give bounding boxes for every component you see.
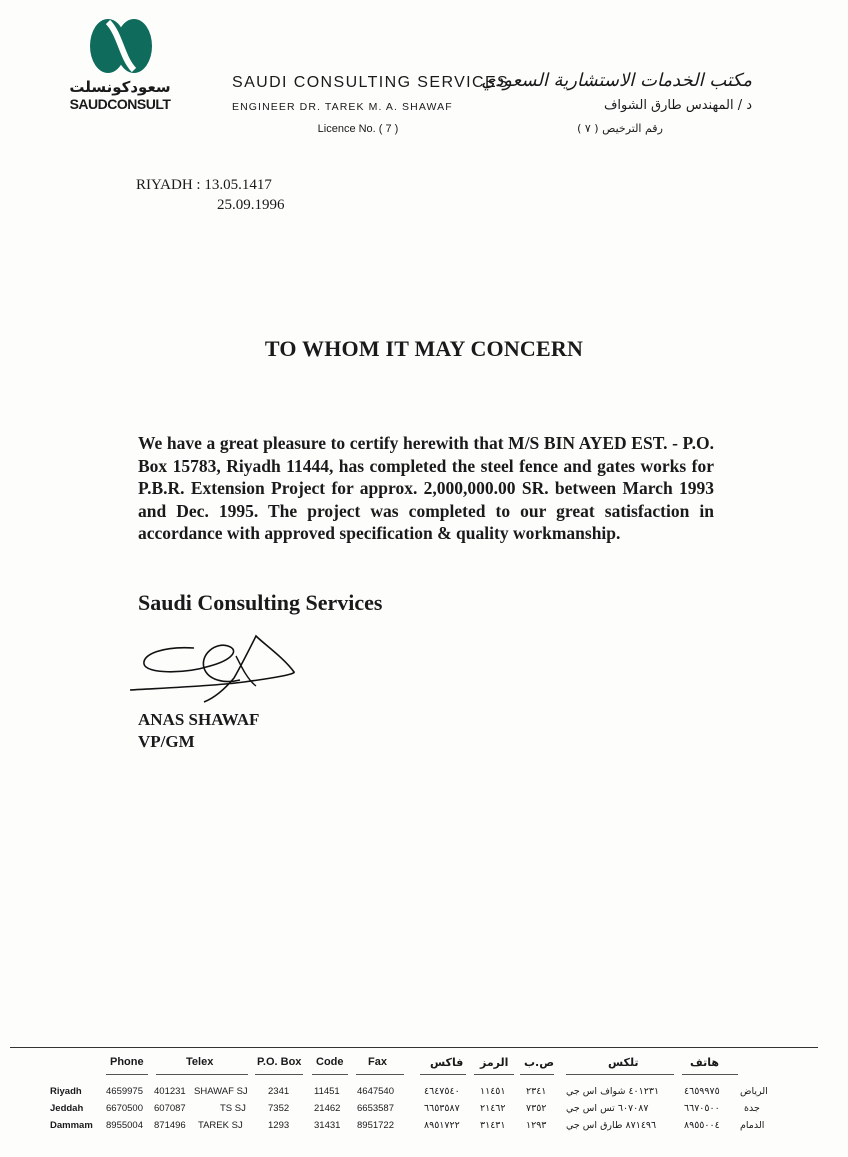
- footer-fax-ar: ٦٦٥٣٥٨٧: [424, 1103, 460, 1114]
- footer-header-telex: Telex: [186, 1056, 214, 1068]
- footer-underline: [520, 1074, 554, 1075]
- footer-header-code: Code: [316, 1056, 344, 1068]
- handwritten-signature: [124, 628, 304, 708]
- licence-number-en: Licence No. ( 7 ): [317, 123, 399, 135]
- footer-telex-name: TS SJ: [220, 1103, 246, 1114]
- footer-telex-name: TAREK SJ: [198, 1120, 243, 1131]
- footer-pobox-ar: ١٢٩٣: [526, 1120, 547, 1131]
- footer-phone: 8955004: [106, 1120, 143, 1131]
- saudconsult-logo-icon: [86, 16, 156, 76]
- logo-english-text: SAUDCONSULT: [69, 96, 171, 112]
- footer-code: 11451: [314, 1086, 340, 1097]
- footer-pobox: 2341: [268, 1086, 290, 1097]
- footer-pobox: 7352: [268, 1103, 290, 1114]
- date-gregorian: 25.09.1996: [217, 197, 285, 213]
- footer-underline: [682, 1074, 738, 1075]
- footer-telex-ar: ٤٠١٢٣١ شواف اس جي: [566, 1086, 660, 1097]
- footer-city: Riyadh: [50, 1086, 82, 1097]
- footer-underline: [106, 1074, 148, 1075]
- footer-phone-ar: ٦٦٧٠٥٠٠: [684, 1103, 720, 1114]
- footer-underline: [356, 1074, 404, 1075]
- footer-code-ar: ١١٤٥١: [480, 1086, 506, 1097]
- footer-phone-ar: ٨٩٥٥٠٠٤: [684, 1120, 720, 1131]
- footer-underline: [156, 1074, 248, 1075]
- footer-code-ar: ٣١٤٣١: [480, 1120, 506, 1131]
- footer-underline: [474, 1074, 514, 1075]
- footer-header-fax-ar: فاكس: [430, 1056, 464, 1069]
- footer-city: Dammam: [50, 1120, 93, 1131]
- engineer-name-ar: د / المهندس طارق الشواف: [603, 98, 752, 113]
- footer-telex-ar: ٦٠٧٠٨٧ تس اس جي: [566, 1103, 649, 1114]
- signer-name: ANAS SHAWAF: [138, 710, 260, 729]
- footer-fax: 6653587: [357, 1103, 394, 1114]
- footer-phone: 6670500: [106, 1103, 143, 1114]
- footer-underline: [420, 1074, 466, 1075]
- footer-city-ar: الدمام: [740, 1120, 765, 1131]
- licence-number-ar: رقم الترخيص ( ٧ ): [577, 122, 663, 135]
- footer-underline: [566, 1074, 674, 1075]
- footer-header-telex-ar: تلكس: [608, 1056, 639, 1069]
- footer-header-pobox: P.O. Box: [257, 1056, 302, 1068]
- footer-pobox: 1293: [268, 1120, 290, 1131]
- footer-telex-name: SHAWAF SJ: [194, 1086, 248, 1097]
- footer-header-code-ar: الرمز: [480, 1056, 509, 1069]
- footer-header-fax: Fax: [368, 1056, 387, 1068]
- footer-underline: [255, 1074, 303, 1075]
- footer-code: 21462: [314, 1103, 341, 1114]
- footer-city: Jeddah: [50, 1103, 84, 1114]
- engineer-name-en: ENGINEER DR. TAREK M. A. SHAWAF: [232, 101, 453, 113]
- footer-fax-ar: ٨٩٥١٧٢٢: [424, 1120, 460, 1131]
- footer-phone-ar: ٤٦٥٩٩٧٥: [684, 1086, 720, 1097]
- footer-pobox-ar: ٢٣٤١: [526, 1086, 547, 1097]
- signoff-company: Saudi Consulting Services: [138, 590, 383, 615]
- footer-telex-no: 401231: [154, 1086, 186, 1097]
- company-name-en: SAUDI CONSULTING SERVICES: [232, 74, 510, 91]
- footer-header-pobox-ar: ص.ب: [524, 1056, 555, 1069]
- date-hijri: RIYADH : 13.05.1417: [136, 177, 272, 193]
- footer-telex-no: 607087: [154, 1103, 186, 1114]
- footer-telex-ar: ٨٧١٤٩٦ طارق اس جي: [566, 1120, 657, 1131]
- footer-phone: 4659975: [106, 1086, 143, 1097]
- footer-fax: 4647540: [357, 1086, 394, 1097]
- company-name-ar: مكتب الخدمات الاستشارية السعودي: [481, 70, 752, 91]
- footer-header-phone-ar: هاتف: [690, 1056, 719, 1069]
- footer-divider: [10, 1047, 818, 1048]
- footer-telex-no: 871496: [154, 1120, 186, 1131]
- logo-arabic-text: سعودكونسلت: [69, 78, 171, 96]
- footer-city-ar: جدة: [744, 1103, 760, 1114]
- footer-fax: 8951722: [357, 1120, 394, 1131]
- footer-underline: [312, 1074, 348, 1075]
- footer-pobox-ar: ٧٣٥٢: [526, 1103, 547, 1114]
- footer-header-phone: Phone: [110, 1056, 144, 1068]
- contact-footer: [0, 1052, 848, 1142]
- footer-code-ar: ٢١٤٦٢: [480, 1103, 506, 1114]
- footer-city-ar: الرياض: [740, 1086, 768, 1097]
- signer-position: VP/GM: [138, 732, 195, 751]
- letter-title: TO WHOM IT MAY CONCERN: [264, 336, 584, 361]
- letter-body: We have a great pleasure to certify herewith that M/S BIN AYED EST. - P.O. Box 15783, Riyadh 11444, has completed the steel fence and gates works for P.B.R. Extension Project for approx. 2,000,000.00 SR. between March 1993 and Dec. 1995. The project was completed to our great satisfaction in accordance with approved specification & quality workmanship.: [138, 433, 714, 543]
- footer-code: 31431: [314, 1120, 341, 1131]
- footer-fax-ar: ٤٦٤٧٥٤٠: [424, 1086, 460, 1097]
